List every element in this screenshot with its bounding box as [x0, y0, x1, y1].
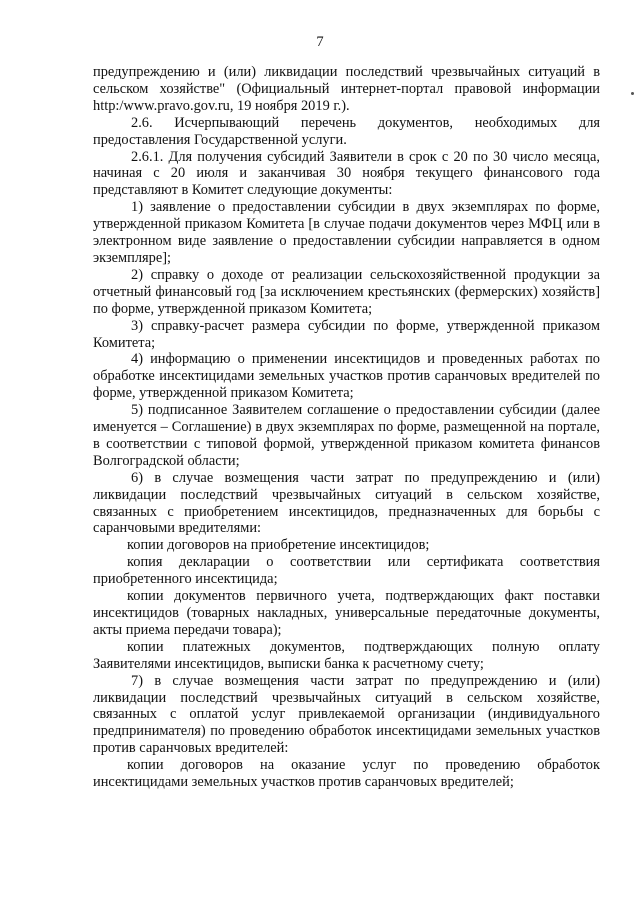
list-item-5: 5) подписанное Заявителем соглашение о предоставлении субсидии (далее именуется – Соглашение) в двух экземплярах по форме, размещенной на портале, в соответствии с типовой формой, утвержденной приказом комитета финансов Волгоградской области;: [93, 402, 600, 469]
document-body: [93, 64, 600, 791]
list-item-2: 2) справку о доходе от реализации сельскохозяйственной продукции за отчетный финансовый год [за исключением крестьянских (фермерских) хозяйств] по форме, утвержденной приказом Комитета;: [93, 266, 600, 317]
sub-item-declaration: копия декларации о соответствии или сертификата соответствия приобретенного инсектицида;: [93, 554, 600, 588]
list-item-7: 7) в случае возмещения части затрат по предупреждению и (или) ликвидации последствий чрезвычайных ситуаций в сельском хозяйстве, связанных с оплатой услуг привлекаемой организации (индивидуального предпринимателя) по проведению обработок инсектицидами земельных участков против саранчовых вредителей:: [93, 672, 600, 757]
page-number: 7: [316, 34, 324, 50]
list-item-3: 3) справку-расчет размера субсидии по форме, утвержденной приказом Комитета;: [93, 317, 600, 351]
list-item-4: 4) информацию о применении инсектицидов и проведенных работах по обработке инсектицидами земельных участков против саранчовых вредителей по форме, утвержденной приказом Комитета;: [93, 351, 600, 402]
paragraph-section-2-6-1: 2.6.1. Для получения субсидий Заявители в срок с 20 по 30 число месяца, начиная с 20 июля и заканчивая 30 ноября текущего финансового года представляют в Комитет следующие документы:: [93, 148, 600, 199]
sub-item-contracts: копии договоров на приобретение инсектицидов;: [127, 537, 430, 554]
list-item-6: 6) в случае возмещения части затрат по предупреждению и (или) ликвидации последствий чрезвычайных ситуаций в сельском хозяйстве, связанных с приобретением инсектицидов, предназначенных для борьбы с саранчовыми вредителями:: [93, 469, 600, 537]
paragraph-section-2-6: 2.6. Исчерпывающий перечень документов, необходимых для предоставления Государственной услуги.: [93, 114, 600, 148]
sub-item-payment-documents: копии платежных документов, подтверждающих полную оплату Заявителями инсектицидов, выписки банка к расчетному счету;: [93, 638, 600, 672]
sub-item-primary-documents: копии документов первичного учета, подтверждающих факт поставки инсектицидов (товарных накладных, универсальные передаточные документы, акты приема передачи товара);: [93, 588, 600, 638]
sub-item-service-contracts: копии договоров на оказание услуг по проведению обработок инсектицидами земельных участков против саранчовых вредителей;: [93, 757, 600, 791]
scan-artifact-dot: [631, 92, 634, 95]
paragraph-continuation: предупреждению и (или) ликвидации последствий чрезвычайных ситуаций в сельском хозяйстве" (Официальный интернет-портал правовой информации http:/www.pravo.gov.ru, 19 ноября 2019 г.).: [93, 64, 600, 114]
list-item-1: 1) заявление о предоставлении субсидии в двух экземплярах по форме, утвержденной приказом Комитета [в случае подачи документов через МФЦ или в электронном виде заявление о предоставлении субсидии направляется в одном экземпляре];: [93, 199, 600, 266]
